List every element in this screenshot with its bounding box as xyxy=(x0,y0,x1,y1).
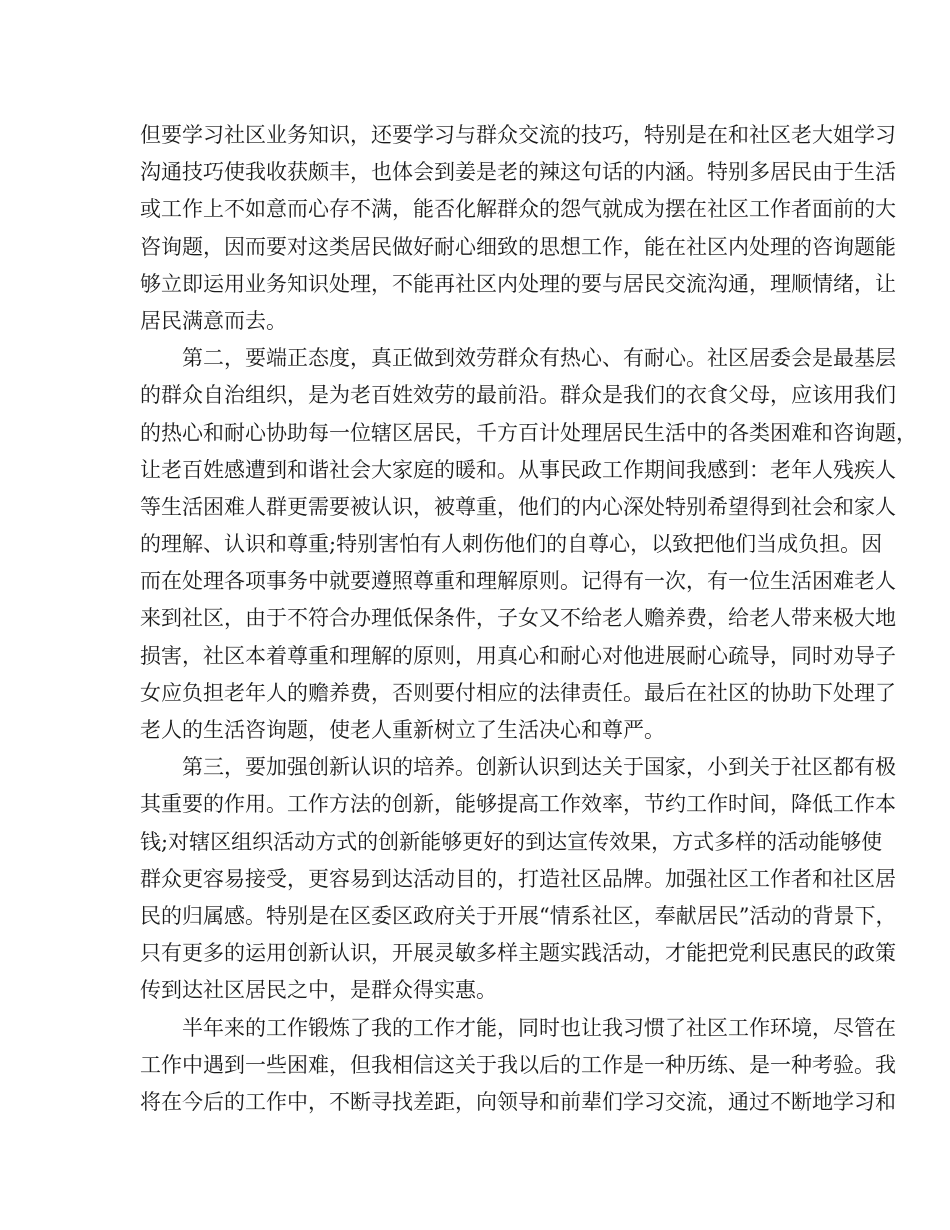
text-line: 居民满意而去。 xyxy=(140,308,287,333)
text-line: 的群众自治组织，是为老百姓效劳的最前沿。群众是我们的衣食父母，应该用我们 xyxy=(140,383,896,408)
document-body xyxy=(140,117,917,1121)
text-line: 但要学习社区业务知识，还要学习与群众交流的技巧，特别是在和社区老大姐学习 xyxy=(140,123,896,147)
text-line: 够立即运用业务知识处理，不能再社区内处理的要与居民交流沟通，理顺情绪，让 xyxy=(140,271,896,296)
text-line: 钱;对辖区组织活动方式的创新能够更好的到达宣传效果，方式多样的活动能够使 xyxy=(140,829,883,854)
text-line: 群众更容易接受，更容易到达活动目的，打造社区品牌。加强社区工作者和社区居 xyxy=(140,866,896,891)
text-line: 将在今后的工作中，不断寻找差距，向领导和前辈们学习交流，通过不断地学习和 xyxy=(140,1089,896,1114)
text-line: 传到达社区居民之中，是群众得实惠。 xyxy=(140,978,497,1003)
paragraph-start-line: 半年来的工作锻炼了我的工作才能，同时也让我习惯了社区工作环境，尽管在 xyxy=(182,1015,896,1040)
text-line: 咨询题，因而要对这类居民做好耐心细致的思想工作，能在社区内处理的咨询题能 xyxy=(140,234,896,259)
text-line: 等生活困难人群更需要被认识，被尊重，他们的内心深处特别希望得到社会和家人 xyxy=(140,494,896,519)
text-line: 沟通技巧使我收获颇丰，也体会到姜是老的辣这句话的内涵。特别多居民由于生活 xyxy=(140,160,896,185)
text-line: 而在处理各项事务中就要遵照尊重和理解原则。记得有一次，有一位生活困难老人 xyxy=(140,569,896,594)
text-line: 的理解、认识和尊重;特别害怕有人刺伤他们的自尊心，以致把他们当成负担。因 xyxy=(140,532,883,557)
text-line: 工作中遇到一些困难，但我相信这关于我以后的工作是一种历练、是一种考验。我 xyxy=(140,1052,896,1077)
text-line: 老人的生活咨询题，使老人重新树立了生活决心和尊严。 xyxy=(140,718,665,742)
text-line: 民的归属感。特别是在区委区政府关于开展“情系社区，奉献居民”活动的背景下， xyxy=(140,903,897,928)
text-line: 来到社区，由于不符合办理低保条件，子女又不给老人赡养费，给老人带来极大地 xyxy=(140,606,896,631)
text-line: 让老百姓感遭到和谐社会大家庭的暖和。从事民政工作期间我感到：老年人残疾人 xyxy=(140,457,896,482)
text-line: 女应负担老年人的赡养费，否则要付相应的法律责任。最后在社区的协助下处理了 xyxy=(140,680,896,705)
text-line: 只有更多的运用创新认识，开展灵敏多样主题实践活动，才能把党利民惠民的政策 xyxy=(140,941,896,966)
text-line: 的热心和耐心协助每一位辖区居民，千方百计处理居民生活中的各类困难和咨询题， xyxy=(140,420,917,445)
paragraph-start-line: 第三，要加强创新认识的培养。创新认识到达关于国家，小到关于社区都有极 xyxy=(182,755,896,780)
paragraph-start-line: 第二，要端正态度，真正做到效劳群众有热心、有耐心。社区居委会是最基层 xyxy=(182,346,896,371)
text-line: 其重要的作用。工作方法的创新，能够提高工作效率，节约工作时间，降低工作本 xyxy=(140,792,896,817)
text-line: 或工作上不如意而心存不满，能否化解群众的怨气就成为摆在社区工作者面前的大 xyxy=(140,197,896,222)
text-line: 损害，社区本着尊重和理解的原则，用真心和耐心对他进展耐心疏导，同时劝导子 xyxy=(140,643,896,668)
